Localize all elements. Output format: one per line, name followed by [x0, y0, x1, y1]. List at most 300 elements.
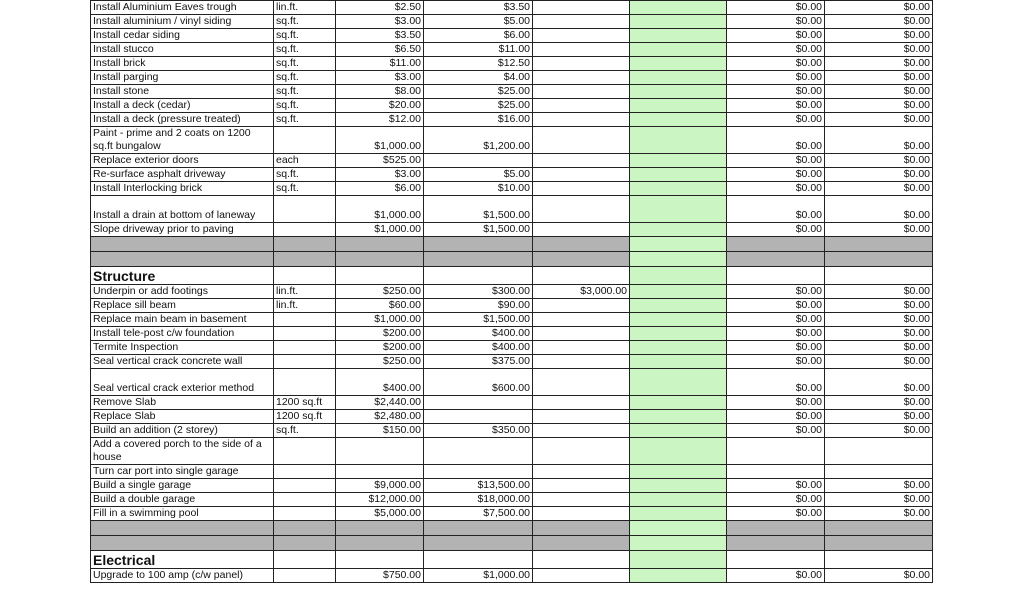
fixed-cost-cell[interactable]: [533, 43, 630, 57]
empty-cell[interactable]: [630, 551, 727, 569]
high-total-cell[interactable]: $0.00: [825, 168, 933, 182]
empty-cell[interactable]: [727, 551, 825, 569]
unit-cell[interactable]: [274, 223, 336, 237]
unit-cell[interactable]: [274, 369, 336, 396]
unit-cell[interactable]: sq.ft.: [274, 29, 336, 43]
high-cost-cell[interactable]: $1,500.00: [424, 223, 533, 237]
high-cost-cell[interactable]: $375.00: [424, 355, 533, 369]
item-description[interactable]: Install brick: [91, 57, 274, 71]
low-total-cell[interactable]: $0.00: [727, 15, 825, 29]
separator-cell[interactable]: [274, 237, 336, 252]
low-cost-cell[interactable]: $5,000.00: [336, 507, 424, 521]
unit-cell[interactable]: lin.ft.: [274, 299, 336, 313]
high-total-cell[interactable]: $0.00: [825, 396, 933, 410]
fixed-cost-cell[interactable]: [533, 341, 630, 355]
low-cost-cell[interactable]: $1,000.00: [336, 127, 424, 154]
high-cost-cell[interactable]: $300.00: [424, 285, 533, 299]
fixed-cost-cell[interactable]: [533, 71, 630, 85]
high-cost-cell[interactable]: $1,500.00: [424, 196, 533, 223]
low-total-cell[interactable]: $0.00: [727, 355, 825, 369]
fixed-cost-cell[interactable]: [533, 569, 630, 583]
item-description[interactable]: Seal vertical crack concrete wall: [91, 355, 274, 369]
item-description[interactable]: Install a deck (pressure treated): [91, 113, 274, 127]
separator-cell[interactable]: [533, 521, 630, 536]
fixed-cost-cell[interactable]: [533, 57, 630, 71]
separator-cell[interactable]: [336, 252, 424, 267]
quantity-input-cell[interactable]: [630, 127, 727, 154]
high-total-cell[interactable]: $0.00: [825, 569, 933, 583]
unit-cell[interactable]: [274, 493, 336, 507]
quantity-input-cell[interactable]: [630, 1, 727, 15]
fixed-cost-cell[interactable]: [533, 355, 630, 369]
item-description[interactable]: Paint - prime and 2 coats on 1200 sq.ft bungalow: [91, 127, 274, 154]
fixed-cost-cell[interactable]: [533, 299, 630, 313]
separator-cell[interactable]: [825, 536, 933, 551]
item-description[interactable]: Install stone: [91, 85, 274, 99]
item-description[interactable]: Install Aluminium Eaves trough: [91, 1, 274, 15]
separator-cell[interactable]: [533, 536, 630, 551]
unit-cell[interactable]: lin.ft.: [274, 285, 336, 299]
quantity-input-cell[interactable]: [630, 479, 727, 493]
unit-cell[interactable]: sq.ft.: [274, 424, 336, 438]
unit-cell[interactable]: each: [274, 154, 336, 168]
quantity-input-cell[interactable]: [630, 507, 727, 521]
fixed-cost-cell[interactable]: [533, 493, 630, 507]
high-total-cell[interactable]: $0.00: [825, 15, 933, 29]
high-total-cell[interactable]: $0.00: [825, 71, 933, 85]
empty-cell[interactable]: [336, 551, 424, 569]
high-total-cell[interactable]: [825, 438, 933, 465]
unit-cell[interactable]: sq.ft.: [274, 43, 336, 57]
empty-cell[interactable]: [336, 267, 424, 285]
low-total-cell[interactable]: [727, 465, 825, 479]
low-total-cell[interactable]: $0.00: [727, 43, 825, 57]
high-cost-cell[interactable]: [424, 154, 533, 168]
high-total-cell[interactable]: $0.00: [825, 369, 933, 396]
separator-cell[interactable]: [274, 252, 336, 267]
high-cost-cell[interactable]: $25.00: [424, 99, 533, 113]
empty-cell[interactable]: [825, 267, 933, 285]
separator-cell[interactable]: [825, 237, 933, 252]
high-total-cell[interactable]: $0.00: [825, 57, 933, 71]
item-description[interactable]: Install aluminium / vinyl siding: [91, 15, 274, 29]
fixed-cost-cell[interactable]: [533, 465, 630, 479]
unit-cell[interactable]: lin.ft.: [274, 1, 336, 15]
quantity-input-cell[interactable]: [630, 369, 727, 396]
empty-cell[interactable]: [274, 267, 336, 285]
separator-cell[interactable]: [630, 237, 727, 252]
quantity-input-cell[interactable]: [630, 223, 727, 237]
unit-cell[interactable]: sq.ft.: [274, 57, 336, 71]
low-total-cell[interactable]: $0.00: [727, 327, 825, 341]
quantity-input-cell[interactable]: [630, 182, 727, 196]
high-total-cell[interactable]: $0.00: [825, 29, 933, 43]
separator-cell[interactable]: [727, 252, 825, 267]
high-total-cell[interactable]: $0.00: [825, 223, 933, 237]
low-cost-cell[interactable]: $525.00: [336, 154, 424, 168]
empty-cell[interactable]: [424, 267, 533, 285]
low-total-cell[interactable]: $0.00: [727, 99, 825, 113]
low-cost-cell[interactable]: $200.00: [336, 341, 424, 355]
fixed-cost-cell[interactable]: [533, 15, 630, 29]
fixed-cost-cell[interactable]: [533, 113, 630, 127]
unit-cell[interactable]: sq.ft.: [274, 15, 336, 29]
unit-cell[interactable]: [274, 327, 336, 341]
fixed-cost-cell[interactable]: [533, 507, 630, 521]
low-cost-cell[interactable]: $200.00: [336, 327, 424, 341]
low-cost-cell[interactable]: $6.00: [336, 182, 424, 196]
separator-cell[interactable]: [825, 252, 933, 267]
fixed-cost-cell[interactable]: [533, 369, 630, 396]
high-cost-cell[interactable]: $16.00: [424, 113, 533, 127]
low-cost-cell[interactable]: $3.50: [336, 29, 424, 43]
separator-cell[interactable]: [630, 536, 727, 551]
item-description[interactable]: Install tele-post c/w foundation: [91, 327, 274, 341]
unit-cell[interactable]: [274, 479, 336, 493]
high-total-cell[interactable]: $0.00: [825, 113, 933, 127]
unit-cell[interactable]: [274, 196, 336, 223]
low-cost-cell[interactable]: $400.00: [336, 369, 424, 396]
separator-cell[interactable]: [424, 252, 533, 267]
separator-cell[interactable]: [91, 521, 274, 536]
high-cost-cell[interactable]: $5.00: [424, 15, 533, 29]
low-total-cell[interactable]: $0.00: [727, 569, 825, 583]
fixed-cost-cell[interactable]: [533, 29, 630, 43]
low-cost-cell[interactable]: $750.00: [336, 569, 424, 583]
fixed-cost-cell[interactable]: [533, 182, 630, 196]
high-cost-cell[interactable]: [424, 396, 533, 410]
separator-cell[interactable]: [424, 521, 533, 536]
fixed-cost-cell[interactable]: [533, 196, 630, 223]
low-total-cell[interactable]: $0.00: [727, 85, 825, 99]
low-cost-cell[interactable]: $8.00: [336, 85, 424, 99]
low-total-cell[interactable]: $0.00: [727, 285, 825, 299]
fixed-cost-cell[interactable]: [533, 327, 630, 341]
unit-cell[interactable]: [274, 313, 336, 327]
high-total-cell[interactable]: $0.00: [825, 341, 933, 355]
fixed-cost-cell[interactable]: [533, 223, 630, 237]
separator-cell[interactable]: [91, 252, 274, 267]
unit-cell[interactable]: sq.ft.: [274, 168, 336, 182]
high-cost-cell[interactable]: $400.00: [424, 341, 533, 355]
fixed-cost-cell[interactable]: [533, 313, 630, 327]
high-cost-cell[interactable]: $5.00: [424, 168, 533, 182]
item-description[interactable]: Termite Inspection: [91, 341, 274, 355]
low-total-cell[interactable]: $0.00: [727, 223, 825, 237]
low-total-cell[interactable]: $0.00: [727, 29, 825, 43]
high-cost-cell[interactable]: $12.50: [424, 57, 533, 71]
item-description[interactable]: Install Interlocking brick: [91, 182, 274, 196]
high-cost-cell[interactable]: $1,000.00: [424, 569, 533, 583]
low-cost-cell[interactable]: $9,000.00: [336, 479, 424, 493]
high-total-cell[interactable]: $0.00: [825, 154, 933, 168]
table-row: [91, 43, 933, 57]
low-total-cell[interactable]: $0.00: [727, 396, 825, 410]
quantity-input-cell[interactable]: [630, 113, 727, 127]
high-total-cell[interactable]: $0.00: [825, 43, 933, 57]
table-row: [91, 507, 933, 521]
fixed-cost-cell[interactable]: $3,000.00: [533, 285, 630, 299]
table-row: [91, 1, 933, 15]
separator-cell[interactable]: [274, 536, 336, 551]
section-title[interactable]: Electrical: [91, 551, 274, 569]
unit-cell[interactable]: [274, 569, 336, 583]
quantity-input-cell[interactable]: [630, 285, 727, 299]
separator-cell[interactable]: [424, 237, 533, 252]
low-total-cell[interactable]: $0.00: [727, 507, 825, 521]
low-cost-cell[interactable]: $12,000.00: [336, 493, 424, 507]
item-description[interactable]: Install cedar siding: [91, 29, 274, 43]
unit-cell[interactable]: 1200 sq.ft: [274, 396, 336, 410]
quantity-input-cell[interactable]: [630, 196, 727, 223]
separator-cell[interactable]: [336, 521, 424, 536]
table-row: [91, 424, 933, 438]
separator-cell[interactable]: [727, 237, 825, 252]
quantity-input-cell[interactable]: [630, 396, 727, 410]
high-cost-cell[interactable]: $13,500.00: [424, 479, 533, 493]
low-total-cell[interactable]: $0.00: [727, 168, 825, 182]
quantity-input-cell[interactable]: [630, 410, 727, 424]
high-total-cell[interactable]: $0.00: [825, 313, 933, 327]
low-total-cell[interactable]: $0.00: [727, 313, 825, 327]
fixed-cost-cell[interactable]: [533, 410, 630, 424]
high-cost-cell[interactable]: $25.00: [424, 85, 533, 99]
item-description[interactable]: Remove Slab: [91, 396, 274, 410]
fixed-cost-cell[interactable]: [533, 479, 630, 493]
unit-cell[interactable]: sq.ft.: [274, 99, 336, 113]
low-total-cell[interactable]: $0.00: [727, 71, 825, 85]
high-cost-cell[interactable]: $7,500.00: [424, 507, 533, 521]
separator-cell[interactable]: [533, 237, 630, 252]
high-total-cell[interactable]: $0.00: [825, 479, 933, 493]
quantity-input-cell[interactable]: [630, 299, 727, 313]
item-description[interactable]: Replace main beam in basement: [91, 313, 274, 327]
unit-cell[interactable]: sq.ft.: [274, 113, 336, 127]
quantity-input-cell[interactable]: [630, 99, 727, 113]
low-cost-cell[interactable]: $12.00: [336, 113, 424, 127]
low-cost-cell[interactable]: $2.50: [336, 1, 424, 15]
high-cost-cell[interactable]: [424, 438, 533, 465]
empty-cell[interactable]: [630, 267, 727, 285]
unit-cell[interactable]: sq.ft.: [274, 71, 336, 85]
high-total-cell[interactable]: $0.00: [825, 493, 933, 507]
low-cost-cell[interactable]: $20.00: [336, 99, 424, 113]
item-description[interactable]: Install parging: [91, 71, 274, 85]
quantity-input-cell[interactable]: [630, 15, 727, 29]
item-description[interactable]: Re-surface asphalt driveway: [91, 168, 274, 182]
empty-cell[interactable]: [533, 267, 630, 285]
low-total-cell[interactable]: $0.00: [727, 341, 825, 355]
low-cost-cell[interactable]: $2,480.00: [336, 410, 424, 424]
separator-cell[interactable]: [91, 536, 274, 551]
low-cost-cell[interactable]: $1,000.00: [336, 313, 424, 327]
separator-cell[interactable]: [91, 237, 274, 252]
item-description[interactable]: Add a covered porch to the side of a house: [91, 438, 274, 465]
low-cost-cell[interactable]: $2,440.00: [336, 396, 424, 410]
low-cost-cell[interactable]: [336, 465, 424, 479]
high-total-cell[interactable]: $0.00: [825, 410, 933, 424]
high-cost-cell[interactable]: [424, 410, 533, 424]
item-description[interactable]: Seal vertical crack exterior method: [91, 369, 274, 396]
low-total-cell[interactable]: $0.00: [727, 154, 825, 168]
item-description[interactable]: Install stucco: [91, 43, 274, 57]
fixed-cost-cell[interactable]: [533, 438, 630, 465]
high-total-cell[interactable]: $0.00: [825, 196, 933, 223]
fixed-cost-cell[interactable]: [533, 168, 630, 182]
separator-cell[interactable]: [336, 536, 424, 551]
fixed-cost-cell[interactable]: [533, 85, 630, 99]
item-description[interactable]: Install a drain at bottom of laneway: [91, 196, 274, 223]
low-total-cell[interactable]: $0.00: [727, 196, 825, 223]
low-cost-cell[interactable]: $150.00: [336, 424, 424, 438]
high-total-cell[interactable]: $0.00: [825, 424, 933, 438]
low-total-cell[interactable]: $0.00: [727, 113, 825, 127]
item-description[interactable]: Install a deck (cedar): [91, 99, 274, 113]
quantity-input-cell[interactable]: [630, 313, 727, 327]
unit-cell[interactable]: [274, 507, 336, 521]
unit-cell[interactable]: 1200 sq.ft: [274, 410, 336, 424]
low-cost-cell[interactable]: $60.00: [336, 299, 424, 313]
low-total-cell[interactable]: $0.00: [727, 182, 825, 196]
low-cost-cell[interactable]: [336, 438, 424, 465]
high-cost-cell[interactable]: $400.00: [424, 327, 533, 341]
item-description[interactable]: Turn car port into single garage: [91, 465, 274, 479]
item-description[interactable]: Slope driveway prior to paving: [91, 223, 274, 237]
section-title[interactable]: Structure: [91, 267, 274, 285]
high-total-cell[interactable]: $0.00: [825, 99, 933, 113]
high-total-cell[interactable]: $0.00: [825, 299, 933, 313]
quantity-input-cell[interactable]: [630, 57, 727, 71]
fixed-cost-cell[interactable]: [533, 99, 630, 113]
separator-cell[interactable]: [727, 521, 825, 536]
quantity-input-cell[interactable]: [630, 465, 727, 479]
item-description[interactable]: Replace sill beam: [91, 299, 274, 313]
high-total-cell[interactable]: $0.00: [825, 85, 933, 99]
unit-cell[interactable]: [274, 341, 336, 355]
high-cost-cell[interactable]: $10.00: [424, 182, 533, 196]
high-total-cell[interactable]: $0.00: [825, 1, 933, 15]
empty-cell[interactable]: [825, 551, 933, 569]
low-cost-cell[interactable]: $1,000.00: [336, 223, 424, 237]
quantity-input-cell[interactable]: [630, 71, 727, 85]
high-cost-cell[interactable]: $350.00: [424, 424, 533, 438]
low-cost-cell[interactable]: $3.00: [336, 71, 424, 85]
high-cost-cell[interactable]: $1,500.00: [424, 313, 533, 327]
low-cost-cell[interactable]: $11.00: [336, 57, 424, 71]
fixed-cost-cell[interactable]: [533, 1, 630, 15]
high-cost-cell[interactable]: $11.00: [424, 43, 533, 57]
item-description[interactable]: Fill in a swimming pool: [91, 507, 274, 521]
high-cost-cell[interactable]: $90.00: [424, 299, 533, 313]
quantity-input-cell[interactable]: [630, 327, 727, 341]
separator-cell[interactable]: [424, 536, 533, 551]
quantity-input-cell[interactable]: [630, 85, 727, 99]
empty-cell[interactable]: [424, 551, 533, 569]
low-cost-cell[interactable]: $250.00: [336, 355, 424, 369]
quantity-input-cell[interactable]: [630, 29, 727, 43]
item-description[interactable]: Replace exterior doors: [91, 154, 274, 168]
fixed-cost-cell[interactable]: [533, 424, 630, 438]
low-total-cell[interactable]: $0.00: [727, 299, 825, 313]
item-description[interactable]: Build an addition (2 storey): [91, 424, 274, 438]
quantity-input-cell[interactable]: [630, 154, 727, 168]
unit-cell[interactable]: [274, 355, 336, 369]
unit-cell[interactable]: sq.ft.: [274, 182, 336, 196]
separator-cell[interactable]: [336, 237, 424, 252]
high-cost-cell[interactable]: $6.00: [424, 29, 533, 43]
quantity-input-cell[interactable]: [630, 569, 727, 583]
fixed-cost-cell[interactable]: [533, 127, 630, 154]
separator-cell[interactable]: [533, 252, 630, 267]
separator-cell[interactable]: [630, 252, 727, 267]
low-cost-cell[interactable]: $250.00: [336, 285, 424, 299]
high-cost-cell[interactable]: $1,200.00: [424, 127, 533, 154]
item-description[interactable]: Upgrade to 100 amp (c/w panel): [91, 569, 274, 583]
high-total-cell[interactable]: $0.00: [825, 355, 933, 369]
separator-cell[interactable]: [630, 521, 727, 536]
high-cost-cell[interactable]: $18,000.00: [424, 493, 533, 507]
fixed-cost-cell[interactable]: [533, 396, 630, 410]
unit-cell[interactable]: [274, 465, 336, 479]
low-total-cell[interactable]: $0.00: [727, 479, 825, 493]
high-total-cell[interactable]: $0.00: [825, 127, 933, 154]
low-total-cell[interactable]: $0.00: [727, 369, 825, 396]
fixed-cost-cell[interactable]: [533, 154, 630, 168]
empty-cell[interactable]: [274, 551, 336, 569]
high-cost-cell[interactable]: [424, 465, 533, 479]
unit-cell[interactable]: sq.ft.: [274, 85, 336, 99]
high-total-cell[interactable]: $0.00: [825, 327, 933, 341]
separator-cell[interactable]: [727, 536, 825, 551]
item-description[interactable]: Build a double garage: [91, 493, 274, 507]
unit-cell[interactable]: [274, 127, 336, 154]
quantity-input-cell[interactable]: [630, 424, 727, 438]
unit-cell[interactable]: [274, 438, 336, 465]
high-cost-cell[interactable]: $600.00: [424, 369, 533, 396]
low-cost-cell[interactable]: $1,000.00: [336, 196, 424, 223]
high-cost-cell[interactable]: $3.50: [424, 1, 533, 15]
quantity-input-cell[interactable]: [630, 355, 727, 369]
empty-cell[interactable]: [727, 267, 825, 285]
low-cost-cell[interactable]: $3.00: [336, 168, 424, 182]
high-total-cell[interactable]: $0.00: [825, 285, 933, 299]
quantity-input-cell[interactable]: [630, 168, 727, 182]
empty-cell[interactable]: [533, 551, 630, 569]
low-cost-cell[interactable]: $6.50: [336, 43, 424, 57]
high-total-cell[interactable]: $0.00: [825, 182, 933, 196]
quantity-input-cell[interactable]: [630, 493, 727, 507]
low-total-cell[interactable]: $0.00: [727, 1, 825, 15]
separator-cell[interactable]: [825, 521, 933, 536]
quantity-input-cell[interactable]: [630, 43, 727, 57]
low-total-cell[interactable]: $0.00: [727, 493, 825, 507]
item-description[interactable]: Build a single garage: [91, 479, 274, 493]
quantity-input-cell[interactable]: [630, 438, 727, 465]
high-total-cell[interactable]: $0.00: [825, 507, 933, 521]
low-total-cell[interactable]: $0.00: [727, 410, 825, 424]
quantity-input-cell[interactable]: [630, 341, 727, 355]
item-description[interactable]: Replace Slab: [91, 410, 274, 424]
high-cost-cell[interactable]: $4.00: [424, 71, 533, 85]
low-cost-cell[interactable]: $3.00: [336, 15, 424, 29]
separator-cell[interactable]: [274, 521, 336, 536]
low-total-cell[interactable]: $0.00: [727, 57, 825, 71]
low-total-cell[interactable]: $0.00: [727, 424, 825, 438]
low-total-cell[interactable]: [727, 438, 825, 465]
item-description[interactable]: Underpin or add footings: [91, 285, 274, 299]
low-total-cell[interactable]: $0.00: [727, 127, 825, 154]
high-total-cell[interactable]: [825, 465, 933, 479]
